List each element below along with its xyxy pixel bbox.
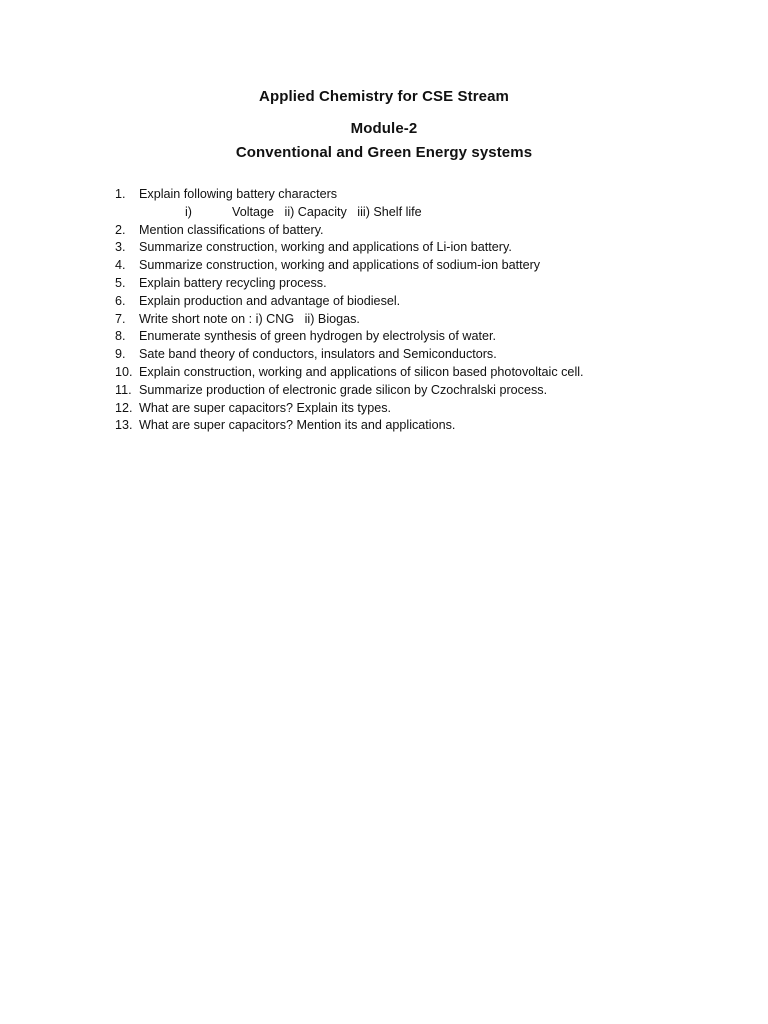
question-number: 7. <box>115 311 126 326</box>
question-item <box>115 239 735 257</box>
question-text: Enumerate synthesis of green hydrogen by electrolysis of water. <box>139 329 497 344</box>
question-text: Explain battery recycling process. <box>139 275 327 290</box>
question-number: 5. <box>115 275 126 290</box>
question-text: Summarize construction, working and applications of sodium-ion battery <box>139 258 541 273</box>
question-item <box>115 346 735 364</box>
question-item <box>115 364 735 382</box>
question-number: 3. <box>115 240 126 255</box>
question-list <box>115 186 735 435</box>
question-item <box>115 417 735 435</box>
question-text: What are super capacitors? Explain its types. <box>139 400 391 415</box>
question-item <box>115 382 735 400</box>
question-text: Explain production and advantage of biodiesel. <box>139 293 401 308</box>
subitem-marker: i) <box>185 204 192 219</box>
document-title: Applied Chemistry for CSE Stream <box>259 88 509 105</box>
question-text: Explain following battery characters <box>139 187 338 201</box>
question-item <box>115 222 735 240</box>
module-heading: Module-2 <box>350 120 418 137</box>
question-text: Write short note on : i) CNG ii) Biogas. <box>139 311 360 326</box>
question-number: 10. <box>115 364 133 379</box>
question-item <box>115 293 735 311</box>
question-text: Sate band theory of conductors, insulators and Semiconductors. <box>139 347 497 362</box>
subitem-text: Voltage ii) Capacity iii) Shelf life <box>232 204 422 219</box>
module-subtitle: Conventional and Green Energy systems <box>235 144 533 161</box>
question-number: 2. <box>115 222 126 237</box>
question-text: Mention classifications of battery. <box>139 222 324 237</box>
question-number: 1. <box>115 187 126 201</box>
question-item <box>115 275 735 293</box>
question-item <box>115 328 735 346</box>
question-number: 11. <box>115 382 132 397</box>
question-item <box>115 257 735 275</box>
question-text: Summarize construction, working and applications of Li-ion battery. <box>139 240 512 255</box>
question-item <box>115 311 735 329</box>
question-number: 6. <box>115 293 126 308</box>
question-item <box>115 186 735 204</box>
question-text: Explain construction, working and applications of silicon based photovoltaic cell. <box>139 364 584 379</box>
question-text: What are super capacitors? Mention its and applications. <box>139 418 456 433</box>
question-number: 4. <box>115 258 126 273</box>
question-number: 8. <box>115 329 126 344</box>
question-subitems <box>115 204 735 222</box>
question-number: 9. <box>115 347 126 362</box>
question-item <box>115 400 735 418</box>
question-number: 12. <box>115 400 133 415</box>
question-number: 13. <box>115 418 133 433</box>
question-text: Summarize production of electronic grade silicon by Czochralski process. <box>139 382 548 397</box>
